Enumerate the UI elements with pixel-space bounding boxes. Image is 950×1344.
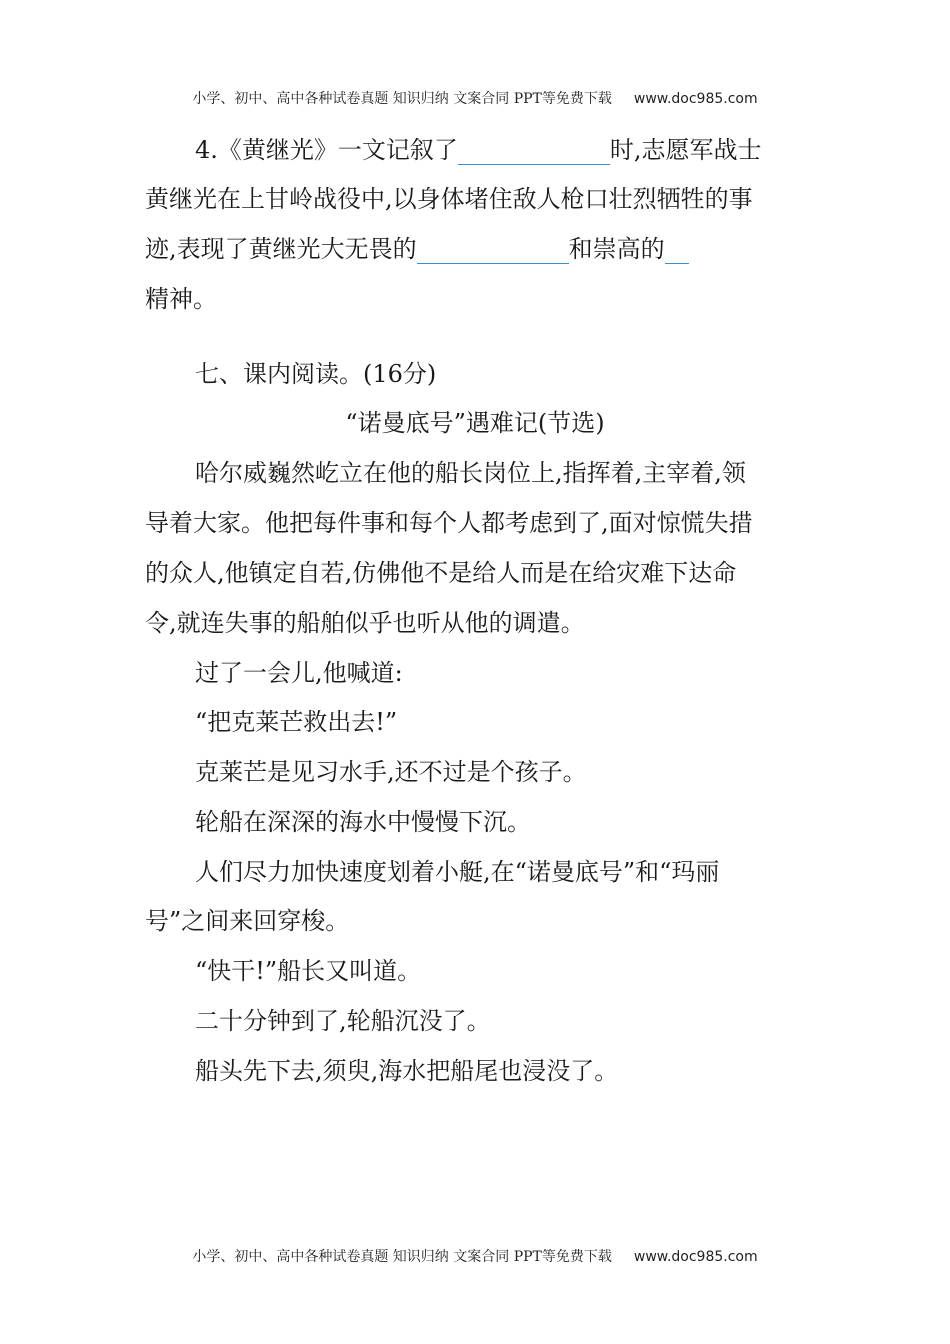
q4-blank-1: [458, 138, 610, 165]
page-footer: [0, 1246, 950, 1266]
passage-line: 克莱芒是见习水手,还不过是个孩子。: [195, 758, 587, 786]
q4-line-2: 黄继光在上甘岭战役中,以身体堵住敌人枪口壮烈牺牲的事: [145, 185, 753, 213]
q4-line-3: 迹,表现了黄继光大无畏的 和崇高的: [145, 234, 689, 264]
passage-line: 二十分钟到了,轮船沉没了。: [195, 1007, 491, 1035]
passage-line: 轮船在深深的海水中慢慢下沉。: [195, 808, 531, 836]
passage-line: 过了一会儿,他喊道:: [195, 659, 403, 687]
passage-line: 人们尽力加快速度划着小艇,在“诺曼底号”和“玛丽: [195, 858, 720, 886]
passage-line: 号”之间来回穿梭。: [145, 907, 350, 935]
header-text: 小学、初中、高中各种试卷真题 知识归纳 文案合同 PPT等免费下载: [192, 91, 612, 107]
passage-line: “快干!”船长又叫道。: [195, 957, 422, 985]
passage-line: 哈尔威巍然屹立在他的船长岗位上,指挥着,主宰着,领: [195, 459, 746, 487]
passage-line: “把克莱芒救出去!”: [195, 708, 398, 736]
q4-line-4: 精神。: [145, 285, 217, 313]
q4-blank-2: [417, 237, 569, 264]
section-7-heading: 七、课内阅读。(16分): [195, 360, 437, 388]
passage-line: 令,就连失事的船舶似乎也听从他的调遣。: [145, 609, 585, 637]
passage-line: 的众人,他镇定自若,仿佛他不是给人而是在给灾难下达命: [145, 559, 737, 587]
footer-text: 小学、初中、高中各种试卷真题 知识归纳 文案合同 PPT等免费下载: [192, 1249, 612, 1265]
footer-url: www.doc985.com: [633, 1249, 758, 1265]
page-header: [0, 88, 950, 108]
q4-line-1: 4.《黄继光》一文记叙了 时,志愿军战士: [195, 136, 762, 164]
passage-line: 船头先下去,须臾,海水把船尾也浸没了。: [195, 1057, 619, 1085]
header-url: www.doc985.com: [633, 91, 758, 107]
passage-title: “诺曼底号”遇难记(节选): [345, 409, 605, 437]
q4-blank-3: [665, 237, 689, 264]
passage-line: 导着大家。他把每件事和每个人都考虑到了,面对惊慌失措: [145, 509, 753, 537]
